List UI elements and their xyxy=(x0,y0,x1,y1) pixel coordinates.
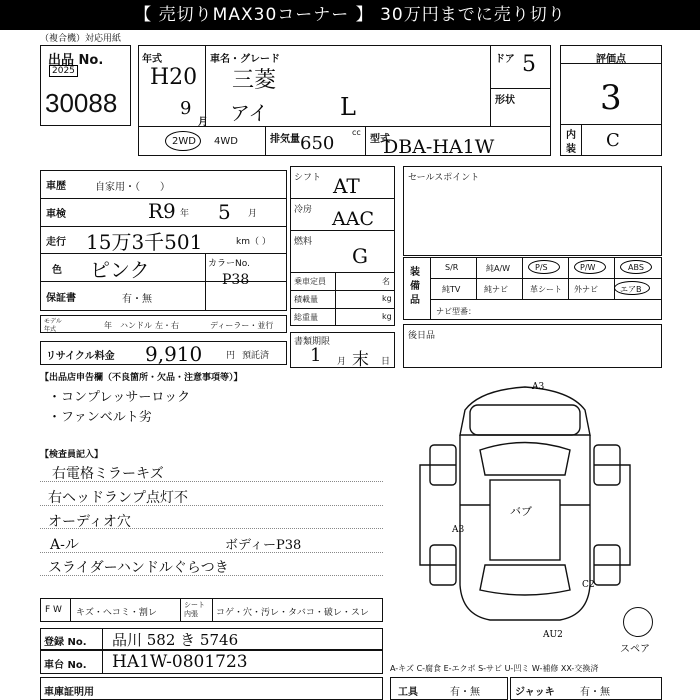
mark-c2: C2 xyxy=(582,580,595,590)
equip-tv: 純TV xyxy=(442,285,461,294)
door-value: 5 xyxy=(522,52,536,77)
equip-abs: ABS xyxy=(628,263,644,272)
recycle-note: 預託済 xyxy=(242,351,270,361)
shift-label: シフト xyxy=(294,173,322,183)
fuel-value: G xyxy=(352,244,368,268)
drive-2wd: 2WD xyxy=(172,136,196,147)
interior-value: C xyxy=(606,130,620,151)
score-label: 評価点 xyxy=(596,54,626,65)
spare-label: スペア xyxy=(620,644,650,655)
header-banner: 【 売切りMAX30コーナー 】 30万円までに売り切り xyxy=(0,0,700,30)
grade-value: L xyxy=(340,93,356,121)
shift-value: AT xyxy=(333,174,360,198)
mileage-label: 走行 xyxy=(46,237,66,248)
history-label: 車歴 xyxy=(46,181,66,192)
seat-items: コゲ・穴・汚レ・タバコ・破レ・スレ xyxy=(216,608,369,618)
warranty-label: 保証書 xyxy=(46,293,76,304)
inspector-line-2: 右ヘッドランプ点灯不 xyxy=(48,490,188,506)
score-value: 3 xyxy=(600,78,622,118)
equip-navi: 純ナビ xyxy=(484,285,508,294)
displacement-value: 650 xyxy=(300,133,335,154)
deadline-label: 書類期限 xyxy=(294,337,331,347)
mark-a3-top: A3 xyxy=(532,382,545,392)
recycle-value: 9,910 xyxy=(145,342,203,366)
drive-4wd: 4WD xyxy=(214,136,238,147)
model-label1: モデル xyxy=(44,318,62,325)
inspection-value: R9 xyxy=(148,199,176,223)
equip-leather: 革シート xyxy=(530,285,562,294)
equip-aw: 純A/W xyxy=(486,264,511,273)
month-label: 月 xyxy=(198,117,208,128)
jack-label: ジャッキ xyxy=(515,687,555,698)
month-value: 9 xyxy=(180,98,192,119)
model-label2: 年式 xyxy=(44,326,57,333)
inspector-line-5: スライダーハンドルぐらつき xyxy=(48,560,229,576)
warranty-value: 有・無 xyxy=(122,294,152,305)
year-value: H20 xyxy=(150,65,198,90)
door-label: ドア xyxy=(495,54,515,65)
inspection-year-unit: 年 xyxy=(180,209,190,219)
inspector-body-note: ボディーP38 xyxy=(225,538,302,553)
recycle-label: リサイクル料金 xyxy=(46,351,115,362)
color-value: ピンク xyxy=(90,258,150,282)
model-year-unit: 年 xyxy=(104,321,112,330)
interior-label1: 内 xyxy=(566,130,576,141)
seat-label: シート 内張 xyxy=(184,601,205,618)
car-name-label: 車名・グレード xyxy=(210,54,280,65)
mileage-value: 15万3千501 xyxy=(86,230,203,254)
deadline-day-unit: 日 xyxy=(381,357,391,367)
paper-note: （複合機）対応用紙 xyxy=(40,34,122,44)
load-unit: kg xyxy=(382,294,392,303)
chassis-value: HA1W-0801723 xyxy=(112,652,248,672)
damage-items: キズ・ヘコミ・割レ xyxy=(76,608,157,618)
handle-lr: 左・右 xyxy=(155,321,179,330)
fuel-label: 燃料 xyxy=(294,237,313,247)
inspector-line-3: オーディオ穴 xyxy=(48,514,131,530)
model-value: アイ xyxy=(230,101,269,125)
recycle-unit: 円 xyxy=(226,351,236,361)
deadline-mark: 末 xyxy=(352,350,369,370)
shape-label: 形状 xyxy=(495,95,515,106)
cc-label: cc xyxy=(352,128,361,137)
inspection-month-unit: 月 xyxy=(248,209,258,219)
year-label: 年式 xyxy=(142,54,162,65)
lot-number: 30088 xyxy=(45,88,118,118)
mileage-suffix: km（ ） xyxy=(236,237,271,247)
color-label: 色 xyxy=(52,265,62,276)
interior-label2: 装 xyxy=(566,144,576,155)
color-no-label: カラーNo. xyxy=(208,259,250,269)
inspector-label: 【検査員記入】 xyxy=(40,450,104,460)
declaration-line-1: ・コンプレッサーロック xyxy=(48,390,191,405)
handle-label: ハンドル xyxy=(120,321,152,330)
equip-pw: P/W xyxy=(580,263,596,272)
weight-unit: kg xyxy=(382,312,392,321)
inspector-line-4: A-ル xyxy=(50,537,79,553)
equip-ps: P/S xyxy=(535,263,548,272)
registration-value: 品川 582 き 5746 xyxy=(112,631,239,649)
mark-au2: AU2 xyxy=(543,630,563,640)
navi-model-label: ナビ型番： xyxy=(436,307,476,316)
later-date-label: 後日品 xyxy=(408,331,436,341)
mark-center: バブ xyxy=(510,505,532,518)
type-label: 型式 xyxy=(370,134,390,145)
aircon-value: AAC xyxy=(332,208,374,230)
dealer-label: ディーラー・並行 xyxy=(210,321,274,330)
sales-point-label: セールスポイント xyxy=(408,173,480,183)
declaration-label: 【出品店申告欄（不良箇所・欠品・注意事項等）】 xyxy=(40,373,243,383)
load-label: 積載量 xyxy=(294,295,318,304)
tools-value: 有・無 xyxy=(450,687,480,698)
capacity-label: 乗車定員 xyxy=(294,277,326,286)
mark-a3-left: A3 xyxy=(452,525,465,535)
spare-tire-icon xyxy=(623,607,653,637)
displacement-label: 排気量 xyxy=(270,134,300,145)
weight-label: 総重量 xyxy=(294,313,318,322)
history-value: 自家用・（ ） xyxy=(95,182,170,193)
damage-legend: A-キズ C-腐食 E-エクボ S-サビ U-凹ミ W-補修 XX-交換済 xyxy=(390,664,599,673)
equip-airbag: エアB xyxy=(620,285,642,294)
registration-label: 登録 No. xyxy=(44,637,87,648)
deadline-month: 1 xyxy=(310,345,322,366)
equip-sr: S/R xyxy=(445,263,459,272)
lot-label: 出品 No. xyxy=(48,53,104,68)
inspection-month: 5 xyxy=(218,200,231,224)
year-stamp: 2025 xyxy=(49,65,78,77)
declaration-line-2: ・ファンベルト劣 xyxy=(48,410,152,425)
jack-value: 有・無 xyxy=(580,687,610,698)
maker-value: 三菱 xyxy=(232,68,277,93)
fw-label: F W xyxy=(45,605,62,615)
inspection-label: 車検 xyxy=(46,209,66,220)
color-no-value: P38 xyxy=(222,272,250,288)
inspector-line-1: 右電格ミラーキズ xyxy=(52,466,164,482)
equip-ext-navi: 外ナビ xyxy=(574,285,598,294)
cert-label: 車庫証明用 xyxy=(44,687,94,698)
car-diagram xyxy=(410,375,640,645)
tools-label: 工具 xyxy=(398,687,418,698)
capacity-unit: 名 xyxy=(382,277,390,286)
type-value: DBA-HA1W xyxy=(383,136,495,158)
equipment-label: 装備品 xyxy=(410,267,420,306)
aircon-label: 冷房 xyxy=(294,205,313,215)
later-date-box xyxy=(403,324,662,368)
chassis-label: 車台 No. xyxy=(44,660,87,671)
